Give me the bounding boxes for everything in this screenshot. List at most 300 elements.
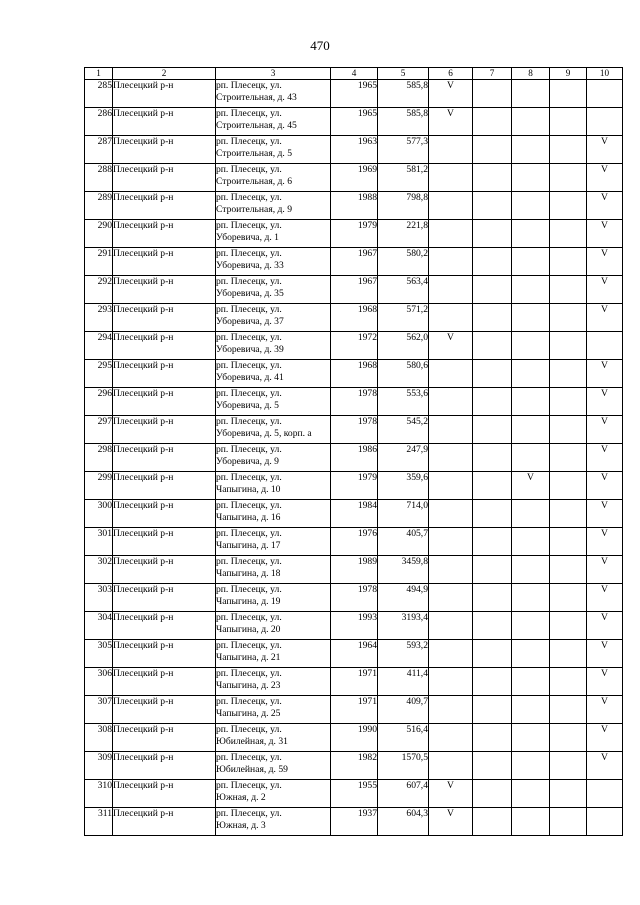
- table-row: [85, 612, 623, 640]
- address-cell: [216, 136, 331, 164]
- address-line-1: рп. Плесецк, ул.: [216, 472, 282, 483]
- mark-cell-7: [473, 556, 512, 584]
- mark-cell-9: [550, 248, 587, 276]
- mark-cell-9: [550, 136, 587, 164]
- page-number: 470: [310, 38, 330, 53]
- address-cell: [216, 612, 331, 640]
- year-cell: 1978: [331, 416, 378, 444]
- address-line-2: Чапыгина, д. 19: [216, 596, 281, 607]
- column-header-2: 2: [113, 68, 216, 80]
- mark-cell-8: [512, 556, 550, 584]
- district-cell: Плесецкий р-н: [113, 388, 216, 416]
- mark-cell-9: [550, 780, 587, 808]
- district-cell: Плесецкий р-н: [113, 724, 216, 752]
- mark-cell-9: [550, 276, 587, 304]
- mark-cell-8: [512, 528, 550, 556]
- address-line-1: рп. Плесецк, ул.: [216, 612, 282, 623]
- mark-cell-9: [550, 528, 587, 556]
- address-line-1: рп. Плесецк, ул.: [216, 136, 282, 147]
- area-cell: 585,8: [378, 80, 429, 108]
- mark-cell-7: [473, 612, 512, 640]
- district-cell: Плесецкий р-н: [113, 248, 216, 276]
- mark-cell-6: [429, 472, 473, 500]
- table-row: [85, 556, 623, 584]
- table-row: [85, 416, 623, 444]
- address-cell: [216, 108, 331, 136]
- mark-cell-8: [512, 80, 550, 108]
- row-number-cell: 311: [85, 808, 113, 836]
- mark-cell-7: [473, 584, 512, 612]
- address-line-2: Чапыгина, д. 25: [216, 708, 281, 719]
- address-cell: [216, 724, 331, 752]
- address-line-1: рп. Плесецк, ул.: [216, 808, 282, 819]
- row-number-cell: 297: [85, 416, 113, 444]
- mark-cell-6: [429, 192, 473, 220]
- mark-cell-7: [473, 192, 512, 220]
- table-row: [85, 220, 623, 248]
- mark-cell-6: [429, 220, 473, 248]
- mark-cell-6: [429, 276, 473, 304]
- area-cell: 581,2: [378, 164, 429, 192]
- mark-cell-6: V: [429, 108, 473, 136]
- year-cell: 1990: [331, 724, 378, 752]
- area-cell: 545,2: [378, 416, 429, 444]
- address-cell: [216, 444, 331, 472]
- row-number-cell: 306: [85, 668, 113, 696]
- district-cell: Плесецкий р-н: [113, 696, 216, 724]
- area-cell: 714,0: [378, 500, 429, 528]
- mark-cell-10: V: [587, 752, 623, 780]
- mark-cell-10: V: [587, 612, 623, 640]
- mark-cell-10: V: [587, 164, 623, 192]
- area-cell: 3459,8: [378, 556, 429, 584]
- mark-cell-6: [429, 612, 473, 640]
- year-cell: 1968: [331, 360, 378, 388]
- table-row: [85, 164, 623, 192]
- mark-cell-9: [550, 752, 587, 780]
- mark-cell-6: [429, 164, 473, 192]
- area-cell: 593,2: [378, 640, 429, 668]
- area-cell: 577,3: [378, 136, 429, 164]
- address-line-2: Строительная, д. 9: [216, 204, 293, 215]
- district-cell: Плесецкий р-н: [113, 80, 216, 108]
- year-cell: 1986: [331, 444, 378, 472]
- table-row: [85, 136, 623, 164]
- table-body: [85, 80, 623, 836]
- mark-cell-9: [550, 612, 587, 640]
- mark-cell-7: [473, 472, 512, 500]
- address-cell: [216, 500, 331, 528]
- address-line-1: рп. Плесецк, ул.: [216, 444, 282, 455]
- mark-cell-9: [550, 332, 587, 360]
- row-number-cell: 294: [85, 332, 113, 360]
- mark-cell-8: [512, 108, 550, 136]
- address-line-2: Чапыгина, д. 10: [216, 484, 281, 495]
- table-row: [85, 584, 623, 612]
- district-cell: Плесецкий р-н: [113, 752, 216, 780]
- table-row: [85, 696, 623, 724]
- address-cell: [216, 808, 331, 836]
- mark-cell-7: [473, 304, 512, 332]
- year-cell: 1982: [331, 752, 378, 780]
- mark-cell-6: [429, 696, 473, 724]
- mark-cell-8: [512, 220, 550, 248]
- address-cell: [216, 528, 331, 556]
- row-number-cell: 296: [85, 388, 113, 416]
- area-cell: 247,9: [378, 444, 429, 472]
- row-number-cell: 285: [85, 80, 113, 108]
- area-cell: 798,8: [378, 192, 429, 220]
- row-number-cell: 302: [85, 556, 113, 584]
- district-cell: Плесецкий р-н: [113, 528, 216, 556]
- address-cell: [216, 584, 331, 612]
- address-cell: [216, 332, 331, 360]
- row-number-cell: 309: [85, 752, 113, 780]
- year-cell: 1965: [331, 80, 378, 108]
- mark-cell-9: [550, 472, 587, 500]
- mark-cell-10: V: [587, 444, 623, 472]
- mark-cell-6: [429, 584, 473, 612]
- year-cell: 1965: [331, 108, 378, 136]
- address-line-1: рп. Плесецк, ул.: [216, 248, 282, 259]
- year-cell: 1968: [331, 304, 378, 332]
- area-cell: 1570,5: [378, 752, 429, 780]
- year-cell: 1972: [331, 332, 378, 360]
- table-row: [85, 780, 623, 808]
- address-line-2: Чапыгина, д. 17: [216, 540, 281, 551]
- mark-cell-6: [429, 640, 473, 668]
- address-line-1: рп. Плесецк, ул.: [216, 500, 282, 511]
- column-header-9: 9: [550, 68, 587, 80]
- mark-cell-9: [550, 304, 587, 332]
- row-number-cell: 305: [85, 640, 113, 668]
- mark-cell-9: [550, 500, 587, 528]
- mark-cell-10: V: [587, 388, 623, 416]
- row-number-cell: 286: [85, 108, 113, 136]
- mark-cell-8: [512, 500, 550, 528]
- mark-cell-6: [429, 416, 473, 444]
- address-cell: [216, 164, 331, 192]
- year-cell: 1978: [331, 388, 378, 416]
- address-cell: [216, 192, 331, 220]
- area-cell: 405,7: [378, 528, 429, 556]
- mark-cell-8: [512, 332, 550, 360]
- mark-cell-9: [550, 724, 587, 752]
- year-cell: 1964: [331, 640, 378, 668]
- year-cell: 1971: [331, 696, 378, 724]
- year-cell: 1967: [331, 276, 378, 304]
- mark-cell-9: [550, 164, 587, 192]
- address-line-2: Строительная, д. 45: [216, 120, 297, 131]
- mark-cell-9: [550, 108, 587, 136]
- address-line-2: Уборевича, д. 35: [216, 288, 284, 299]
- address-line-1: рп. Плесецк, ул.: [216, 220, 282, 231]
- address-cell: [216, 248, 331, 276]
- district-cell: Плесецкий р-н: [113, 360, 216, 388]
- mark-cell-10: V: [587, 640, 623, 668]
- row-number-cell: 290: [85, 220, 113, 248]
- mark-cell-6: V: [429, 780, 473, 808]
- area-cell: 409,7: [378, 696, 429, 724]
- district-cell: Плесецкий р-н: [113, 444, 216, 472]
- mark-cell-10: V: [587, 276, 623, 304]
- mark-cell-7: [473, 276, 512, 304]
- mark-cell-8: [512, 388, 550, 416]
- row-number-cell: 295: [85, 360, 113, 388]
- mark-cell-10: V: [587, 500, 623, 528]
- district-cell: Плесецкий р-н: [113, 192, 216, 220]
- area-cell: 563,4: [378, 276, 429, 304]
- address-line-2: Строительная, д. 43: [216, 92, 297, 103]
- address-line-2: Чапыгина, д. 20: [216, 624, 281, 635]
- year-cell: 1978: [331, 584, 378, 612]
- mark-cell-10: V: [587, 472, 623, 500]
- mark-cell-7: [473, 500, 512, 528]
- row-number-cell: 288: [85, 164, 113, 192]
- mark-cell-9: [550, 220, 587, 248]
- mark-cell-9: [550, 584, 587, 612]
- address-line-2: Южная, д. 3: [216, 820, 266, 831]
- area-cell: 411,4: [378, 668, 429, 696]
- mark-cell-8: [512, 808, 550, 836]
- mark-cell-10: [587, 780, 623, 808]
- mark-cell-7: [473, 780, 512, 808]
- mark-cell-7: [473, 416, 512, 444]
- mark-cell-10: V: [587, 248, 623, 276]
- mark-cell-9: [550, 388, 587, 416]
- year-cell: 1993: [331, 612, 378, 640]
- mark-cell-8: [512, 136, 550, 164]
- table-header-row: [85, 68, 623, 80]
- area-cell: 580,6: [378, 360, 429, 388]
- year-cell: 1963: [331, 136, 378, 164]
- table-row: [85, 108, 623, 136]
- table-row: [85, 444, 623, 472]
- mark-cell-7: [473, 332, 512, 360]
- district-cell: Плесецкий р-н: [113, 416, 216, 444]
- mark-cell-8: [512, 416, 550, 444]
- address-line-2: Уборевича, д. 39: [216, 344, 284, 355]
- address-line-2: Строительная, д. 6: [216, 176, 293, 187]
- column-header-1: 1: [85, 68, 113, 80]
- mark-cell-6: [429, 304, 473, 332]
- mark-cell-10: [587, 332, 623, 360]
- address-line-2: Строительная, д. 5: [216, 148, 293, 159]
- area-cell: 562,0: [378, 332, 429, 360]
- column-header-5: 5: [378, 68, 429, 80]
- table-row: [85, 80, 623, 108]
- mark-cell-9: [550, 444, 587, 472]
- row-number-cell: 303: [85, 584, 113, 612]
- mark-cell-7: [473, 808, 512, 836]
- mark-cell-9: [550, 696, 587, 724]
- mark-cell-8: [512, 164, 550, 192]
- district-cell: Плесецкий р-н: [113, 640, 216, 668]
- mark-cell-9: [550, 556, 587, 584]
- column-header-3: 3: [216, 68, 331, 80]
- year-cell: 1969: [331, 164, 378, 192]
- mark-cell-7: [473, 248, 512, 276]
- address-cell: [216, 668, 331, 696]
- mark-cell-7: [473, 108, 512, 136]
- mark-cell-10: V: [587, 304, 623, 332]
- row-number-cell: 298: [85, 444, 113, 472]
- district-cell: Плесецкий р-н: [113, 808, 216, 836]
- district-cell: Плесецкий р-н: [113, 276, 216, 304]
- address-cell: [216, 304, 331, 332]
- address-line-2: Уборевича, д. 41: [216, 372, 284, 383]
- district-cell: Плесецкий р-н: [113, 332, 216, 360]
- mark-cell-10: [587, 108, 623, 136]
- mark-cell-10: V: [587, 668, 623, 696]
- table-row: [85, 640, 623, 668]
- mark-cell-10: V: [587, 136, 623, 164]
- address-cell: [216, 388, 331, 416]
- row-number-cell: 310: [85, 780, 113, 808]
- table-row: [85, 752, 623, 780]
- area-cell: 604,3: [378, 808, 429, 836]
- mark-cell-6: V: [429, 808, 473, 836]
- address-line-1: рп. Плесецк, ул.: [216, 276, 282, 287]
- address-line-1: рп. Плесецк, ул.: [216, 556, 282, 567]
- address-line-1: рп. Плесецк, ул.: [216, 164, 282, 175]
- mark-cell-8: [512, 696, 550, 724]
- mark-cell-8: [512, 668, 550, 696]
- mark-cell-6: V: [429, 80, 473, 108]
- mark-cell-7: [473, 388, 512, 416]
- mark-cell-6: [429, 724, 473, 752]
- address-cell: [216, 696, 331, 724]
- table-row: [85, 192, 623, 220]
- mark-cell-8: [512, 444, 550, 472]
- address-line-1: рп. Плесецк, ул.: [216, 192, 282, 203]
- mark-cell-7: [473, 724, 512, 752]
- mark-cell-10: [587, 80, 623, 108]
- mark-cell-8: [512, 752, 550, 780]
- mark-cell-7: [473, 696, 512, 724]
- mark-cell-9: [550, 360, 587, 388]
- address-cell: [216, 276, 331, 304]
- area-cell: 585,8: [378, 108, 429, 136]
- mark-cell-10: V: [587, 696, 623, 724]
- address-line-1: рп. Плесецк, ул.: [216, 332, 282, 343]
- mark-cell-6: [429, 528, 473, 556]
- address-line-2: Уборевича, д. 9: [216, 456, 279, 467]
- area-cell: 359,6: [378, 472, 429, 500]
- area-cell: 607,4: [378, 780, 429, 808]
- row-number-cell: 301: [85, 528, 113, 556]
- year-cell: 1967: [331, 248, 378, 276]
- district-cell: Плесецкий р-н: [113, 220, 216, 248]
- area-cell: 553,6: [378, 388, 429, 416]
- mark-cell-7: [473, 220, 512, 248]
- address-line-2: Чапыгина, д. 18: [216, 568, 281, 579]
- address-line-2: Уборевича, д. 5, корп. а: [216, 428, 312, 439]
- address-line-2: Юбилейная, д. 31: [216, 736, 288, 747]
- mark-cell-10: V: [587, 360, 623, 388]
- mark-cell-7: [473, 360, 512, 388]
- district-cell: Плесецкий р-н: [113, 668, 216, 696]
- mark-cell-8: [512, 724, 550, 752]
- mark-cell-10: V: [587, 528, 623, 556]
- mark-cell-9: [550, 640, 587, 668]
- address-line-1: рп. Плесецк, ул.: [216, 388, 282, 399]
- address-cell: [216, 360, 331, 388]
- area-cell: 571,2: [378, 304, 429, 332]
- district-cell: Плесецкий р-н: [113, 584, 216, 612]
- mark-cell-7: [473, 668, 512, 696]
- district-cell: Плесецкий р-н: [113, 108, 216, 136]
- address-cell: [216, 780, 331, 808]
- address-cell: [216, 220, 331, 248]
- mark-cell-9: [550, 668, 587, 696]
- row-number-cell: 291: [85, 248, 113, 276]
- row-number-cell: 308: [85, 724, 113, 752]
- district-cell: Плесецкий р-н: [113, 304, 216, 332]
- mark-cell-7: [473, 164, 512, 192]
- mark-cell-7: [473, 444, 512, 472]
- area-cell: 580,2: [378, 248, 429, 276]
- row-number-cell: 292: [85, 276, 113, 304]
- column-header-8: 8: [512, 68, 550, 80]
- address-cell: [216, 640, 331, 668]
- mark-cell-7: [473, 528, 512, 556]
- year-cell: 1988: [331, 192, 378, 220]
- mark-cell-6: [429, 500, 473, 528]
- district-cell: Плесецкий р-н: [113, 612, 216, 640]
- mark-cell-6: [429, 556, 473, 584]
- year-cell: 1984: [331, 500, 378, 528]
- mark-cell-10: [587, 808, 623, 836]
- table-row: [85, 304, 623, 332]
- table-row: [85, 472, 623, 500]
- address-cell: [216, 80, 331, 108]
- mark-cell-10: V: [587, 556, 623, 584]
- housing-registry-table: [84, 67, 623, 836]
- mark-cell-8: [512, 640, 550, 668]
- address-line-2: Уборевича, д. 33: [216, 260, 284, 271]
- address-cell: [216, 416, 331, 444]
- table-row: [85, 668, 623, 696]
- address-cell: [216, 472, 331, 500]
- district-cell: Плесецкий р-н: [113, 500, 216, 528]
- address-line-1: рп. Плесецк, ул.: [216, 528, 282, 539]
- mark-cell-6: [429, 360, 473, 388]
- mark-cell-7: [473, 640, 512, 668]
- district-cell: Плесецкий р-н: [113, 780, 216, 808]
- row-number-cell: 287: [85, 136, 113, 164]
- mark-cell-6: V: [429, 332, 473, 360]
- row-number-cell: 293: [85, 304, 113, 332]
- address-line-1: рп. Плесецк, ул.: [216, 80, 282, 91]
- mark-cell-7: [473, 136, 512, 164]
- year-cell: 1976: [331, 528, 378, 556]
- address-line-1: рп. Плесецк, ул.: [216, 752, 282, 763]
- row-number-cell: 300: [85, 500, 113, 528]
- area-cell: 494,9: [378, 584, 429, 612]
- table-row: [85, 808, 623, 836]
- table-row: [85, 528, 623, 556]
- mark-cell-8: [512, 584, 550, 612]
- mark-cell-6: [429, 444, 473, 472]
- mark-cell-8: [512, 780, 550, 808]
- address-line-2: Чапыгина, д. 21: [216, 652, 281, 663]
- address-line-1: рп. Плесецк, ул.: [216, 780, 282, 791]
- district-cell: Плесецкий р-н: [113, 556, 216, 584]
- mark-cell-7: [473, 80, 512, 108]
- mark-cell-9: [550, 192, 587, 220]
- table-row: [85, 500, 623, 528]
